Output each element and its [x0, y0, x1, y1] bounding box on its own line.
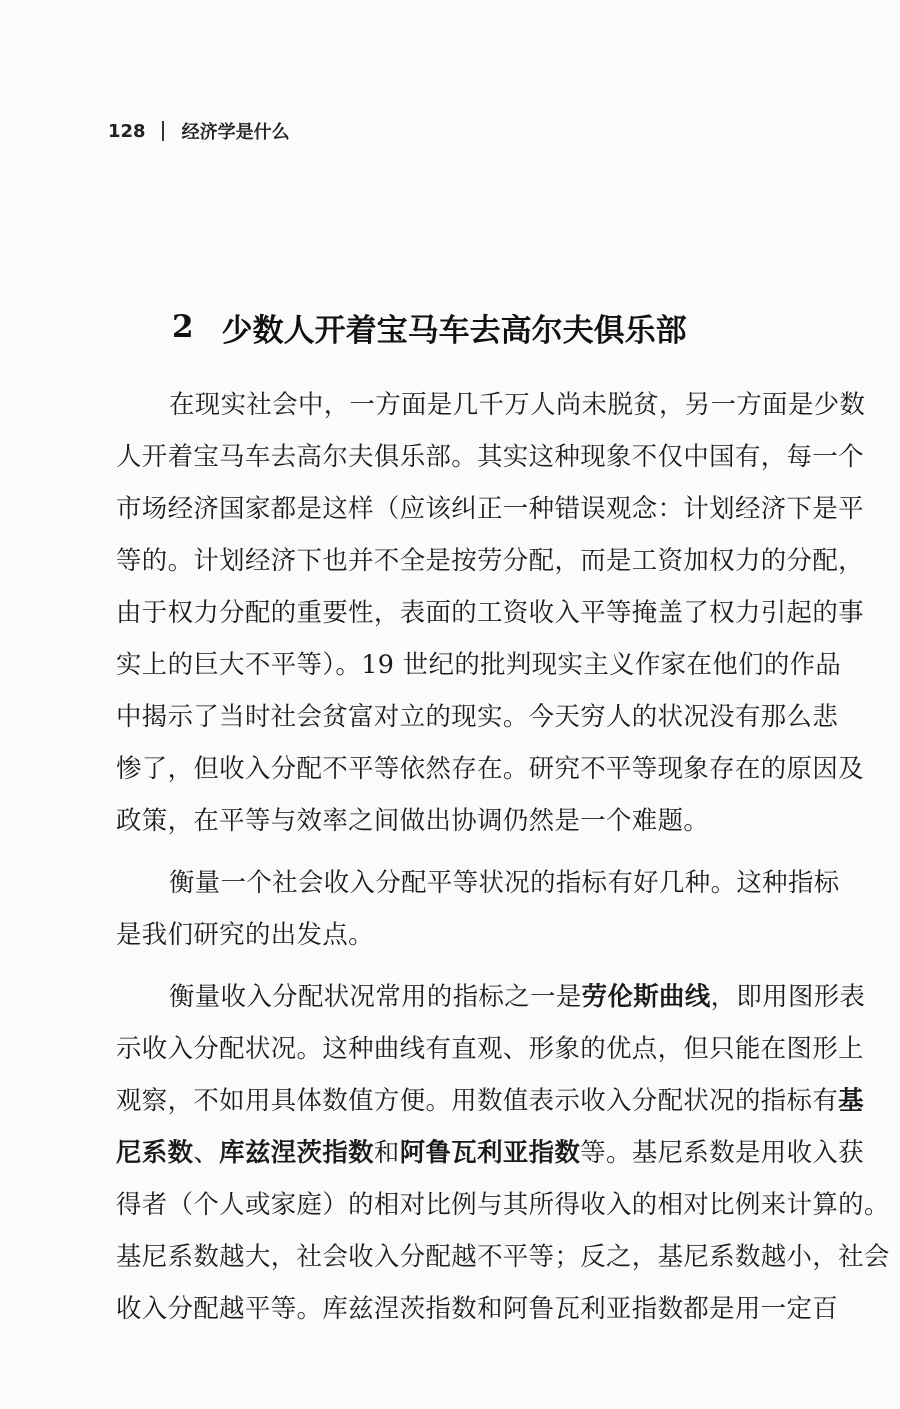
paragraph-1: [116, 378, 866, 846]
section-number: 2: [172, 309, 194, 345]
text-line: 衡量一个社会收入分配平等状况的指标有好几种。这种指标: [169, 867, 840, 897]
section-heading: [172, 303, 687, 351]
text-line: 收入分配越平等。库兹涅茨指数和阿鲁瓦利亚指数都是用一定百: [116, 1293, 839, 1323]
page-number: 128: [108, 120, 146, 142]
header-divider: [162, 121, 164, 141]
text-line: 等的。计划经济下也并不全是按劳分配，而是工资加权力的分配，: [116, 545, 864, 575]
text-line: 基尼系数越大，社会收入分配越不平等；反之，基尼系数越小，社会: [116, 1241, 890, 1271]
text-run: 、: [193, 1137, 220, 1167]
text-line: 实上的巨大不平等）。19 世纪的批判现实主义作家在他们的作品: [116, 649, 842, 679]
text-line: 中揭示了当时社会贫富对立的现实。今天穷人的状况没有那么悲: [116, 701, 839, 731]
text-line: [116, 1126, 864, 1178]
text-line: 是我们研究的出发点。: [116, 919, 374, 949]
text-line: [116, 1074, 864, 1126]
running-header: [108, 116, 290, 146]
term-lorenz-curve: 劳伦斯曲线: [581, 981, 711, 1011]
text-run: 观察，不如用具体数值方便。用数值表示收入分配状况的指标有: [116, 1085, 839, 1115]
term-kuznets-index: 库兹涅茨指数: [219, 1137, 374, 1167]
term-gini-part1: 基: [838, 1085, 864, 1115]
text-run: ，即用图形表: [710, 981, 866, 1011]
text-line: 得者（个人或家庭）的相对比例与其所得收入的相对比例来计算的。: [116, 1189, 890, 1219]
body-text: [116, 378, 890, 1344]
text-line: 在现实社会中，一方面是几千万人尚未脱贫，另一方面是少数: [169, 389, 866, 419]
text-line: 示收入分配状况。这种曲线有直观、形象的优点，但只能在图形上: [116, 1033, 864, 1063]
text-line: 市场经济国家都是这样（应该纠正一种错误观念：计划经济下是平: [116, 493, 864, 523]
text-run: 等。基尼系数是用收入获: [580, 1137, 864, 1167]
text-line: 人开着宝马车去高尔夫俱乐部。其实这种现象不仅中国有，每一个: [116, 441, 864, 471]
text-line: [116, 970, 866, 1022]
section-title: 少数人开着宝马车去高尔夫俱乐部: [221, 312, 687, 349]
paragraph-3: [116, 970, 890, 1334]
text-run: 衡量收入分配状况常用的指标之一是: [169, 981, 582, 1011]
term-ahluwalia-index: 阿鲁瓦利亚指数: [399, 1137, 581, 1167]
term-gini-part2: 尼系数: [116, 1137, 194, 1167]
text-line: 由于权力分配的重要性，表面的工资收入平等掩盖了权力引起的事: [116, 597, 864, 627]
paragraph-2: [116, 856, 840, 960]
text-line: 政策，在平等与效率之间做出协调仍然是一个难题。: [116, 805, 710, 835]
book-title: 经济学是什么: [181, 122, 290, 143]
text-run: 和: [373, 1137, 400, 1167]
text-line: 惨了，但收入分配不平等依然存在。研究不平等现象存在的原因及: [116, 753, 864, 783]
